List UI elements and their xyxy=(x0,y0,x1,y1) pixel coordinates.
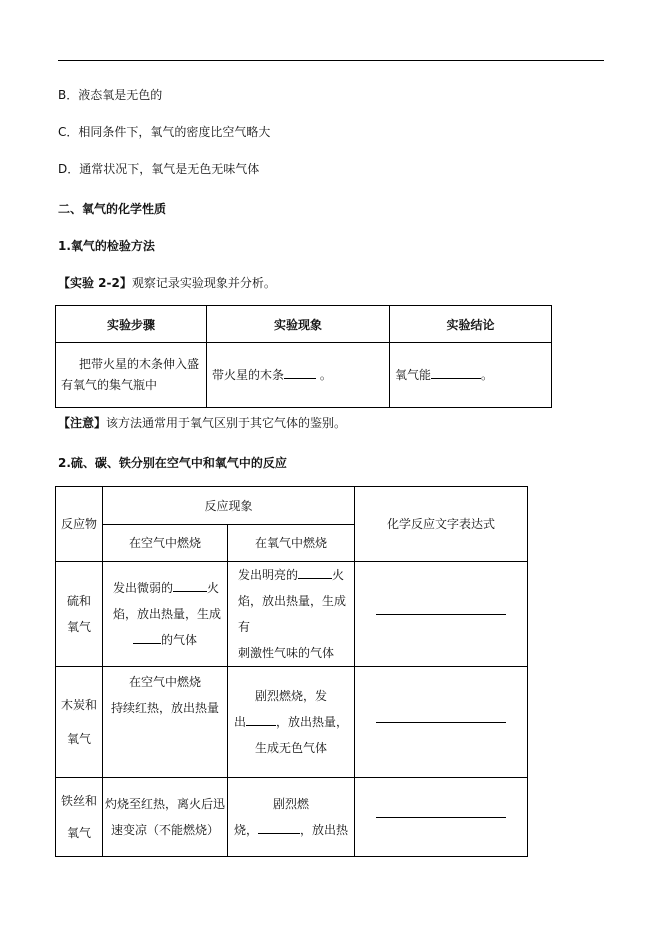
cell-text: 剧烈燃 xyxy=(272,797,309,811)
experiment-line xyxy=(58,275,276,291)
cell-text: 灼烧至红热，离火后迅 xyxy=(104,797,225,811)
conclusion-end: 。 xyxy=(481,367,494,382)
sub-heading-1: 1.氧气的检验方法 xyxy=(58,239,155,253)
reactant-iron xyxy=(56,778,103,857)
cell-text: 剧烈燃烧，发 xyxy=(254,689,327,703)
expression-header: 化学反应文字表达式 xyxy=(355,487,528,562)
sulfur-air-cell xyxy=(103,562,228,667)
cell-text: 烧， xyxy=(233,823,258,837)
cell-text: 的气体 xyxy=(161,633,198,647)
option-d: D．通常状况下，氧气是无色无味气体 xyxy=(58,162,260,176)
expression-blank[interactable] xyxy=(376,722,506,723)
reactant-carbon xyxy=(56,667,103,778)
cell-text: 发出微弱的 xyxy=(113,581,174,595)
answer-blank[interactable] xyxy=(431,367,481,379)
answer-blank[interactable] xyxy=(298,567,332,579)
carbon-oxygen-cell xyxy=(228,667,355,778)
section-heading: 二、氧气的化学性质 xyxy=(58,202,167,216)
reactant-name: 氧气 xyxy=(66,826,91,840)
phenomenon-text: 带火星的木条 xyxy=(212,367,285,382)
cell-text: 出 xyxy=(233,715,246,729)
phenomenon-header: 反应现象 xyxy=(103,487,355,525)
conclusion-cell xyxy=(390,343,552,408)
experiment-table xyxy=(55,305,552,408)
note-tag: 【注意】 xyxy=(58,416,107,430)
expression-blank[interactable] xyxy=(376,614,506,615)
sulfur-oxygen-cell xyxy=(228,562,355,667)
option-b: B．液态氧是无色的 xyxy=(58,88,163,102)
reactant-name: 氧气 xyxy=(66,620,91,634)
header-phenomenon: 实验现象 xyxy=(207,306,390,343)
answer-blank[interactable] xyxy=(246,714,276,726)
cell-text: 发出明亮的 xyxy=(238,568,299,582)
phenomenon-end: 。 xyxy=(319,367,332,382)
iron-air-cell xyxy=(103,778,228,857)
header-conclusion: 实验结论 xyxy=(390,306,552,343)
answer-blank[interactable] xyxy=(284,367,316,379)
note-text: 该方法通常用于氧气区别于其它气体的鉴别。 xyxy=(106,416,347,430)
cell-text: 火 xyxy=(207,581,220,595)
iron-expression-cell xyxy=(355,778,528,857)
answer-blank[interactable] xyxy=(258,822,300,834)
cell-text: 焰，放出热量，生成 xyxy=(113,607,222,621)
cell-text: 持续红热，放出热量 xyxy=(110,701,219,715)
experiment-text: 观察记录实验现象并分析。 xyxy=(131,276,276,290)
cell-text: 焰，放出热量，生成有 xyxy=(238,594,347,634)
answer-blank[interactable] xyxy=(173,580,207,592)
cell-text: ，放出热量， xyxy=(276,715,349,729)
reactant-name: 铁丝和 xyxy=(60,794,97,808)
sulfur-expression-cell xyxy=(355,562,528,667)
phenomenon-cell xyxy=(207,343,390,408)
iron-oxygen-cell xyxy=(228,778,355,857)
reaction-table xyxy=(55,486,528,857)
reactant-name: 硫和 xyxy=(66,594,91,608)
in-oxygen-header: 在氧气中燃烧 xyxy=(228,525,355,562)
reactant-name: 木炭和 xyxy=(60,698,97,712)
cell-text: 在空气中燃烧 xyxy=(128,675,201,689)
cell-text: 速变凉（不能燃烧） xyxy=(110,823,219,837)
cell-text: 火 xyxy=(332,568,345,582)
step-cell: 把带火星的木条伸入盛有氧气的集气瓶中 xyxy=(56,343,207,408)
answer-blank[interactable] xyxy=(133,632,161,644)
header-rule xyxy=(58,60,604,61)
in-air-header: 在空气中燃烧 xyxy=(103,525,228,562)
expression-blank[interactable] xyxy=(376,817,506,818)
header-step: 实验步骤 xyxy=(56,306,207,343)
reactant-name: 氧气 xyxy=(66,732,91,746)
experiment-tag: 【实验 2-2】 xyxy=(58,276,132,290)
cell-text: ，放出热 xyxy=(300,823,349,837)
carbon-air-cell xyxy=(103,667,228,778)
sub-heading-2: 2.硫、碳、铁分别在空气中和氧气中的反应 xyxy=(58,456,287,470)
carbon-expression-cell xyxy=(355,667,528,778)
reactant-sulfur xyxy=(56,562,103,667)
reactant-header: 反应物 xyxy=(56,487,103,562)
note-line xyxy=(58,415,346,431)
conclusion-text: 氧气能 xyxy=(395,367,432,382)
cell-text: 刺激性气味的气体 xyxy=(238,646,335,660)
cell-text: 生成无色气体 xyxy=(254,741,327,755)
option-c: C．相同条件下，氧气的密度比空气略大 xyxy=(58,125,271,139)
